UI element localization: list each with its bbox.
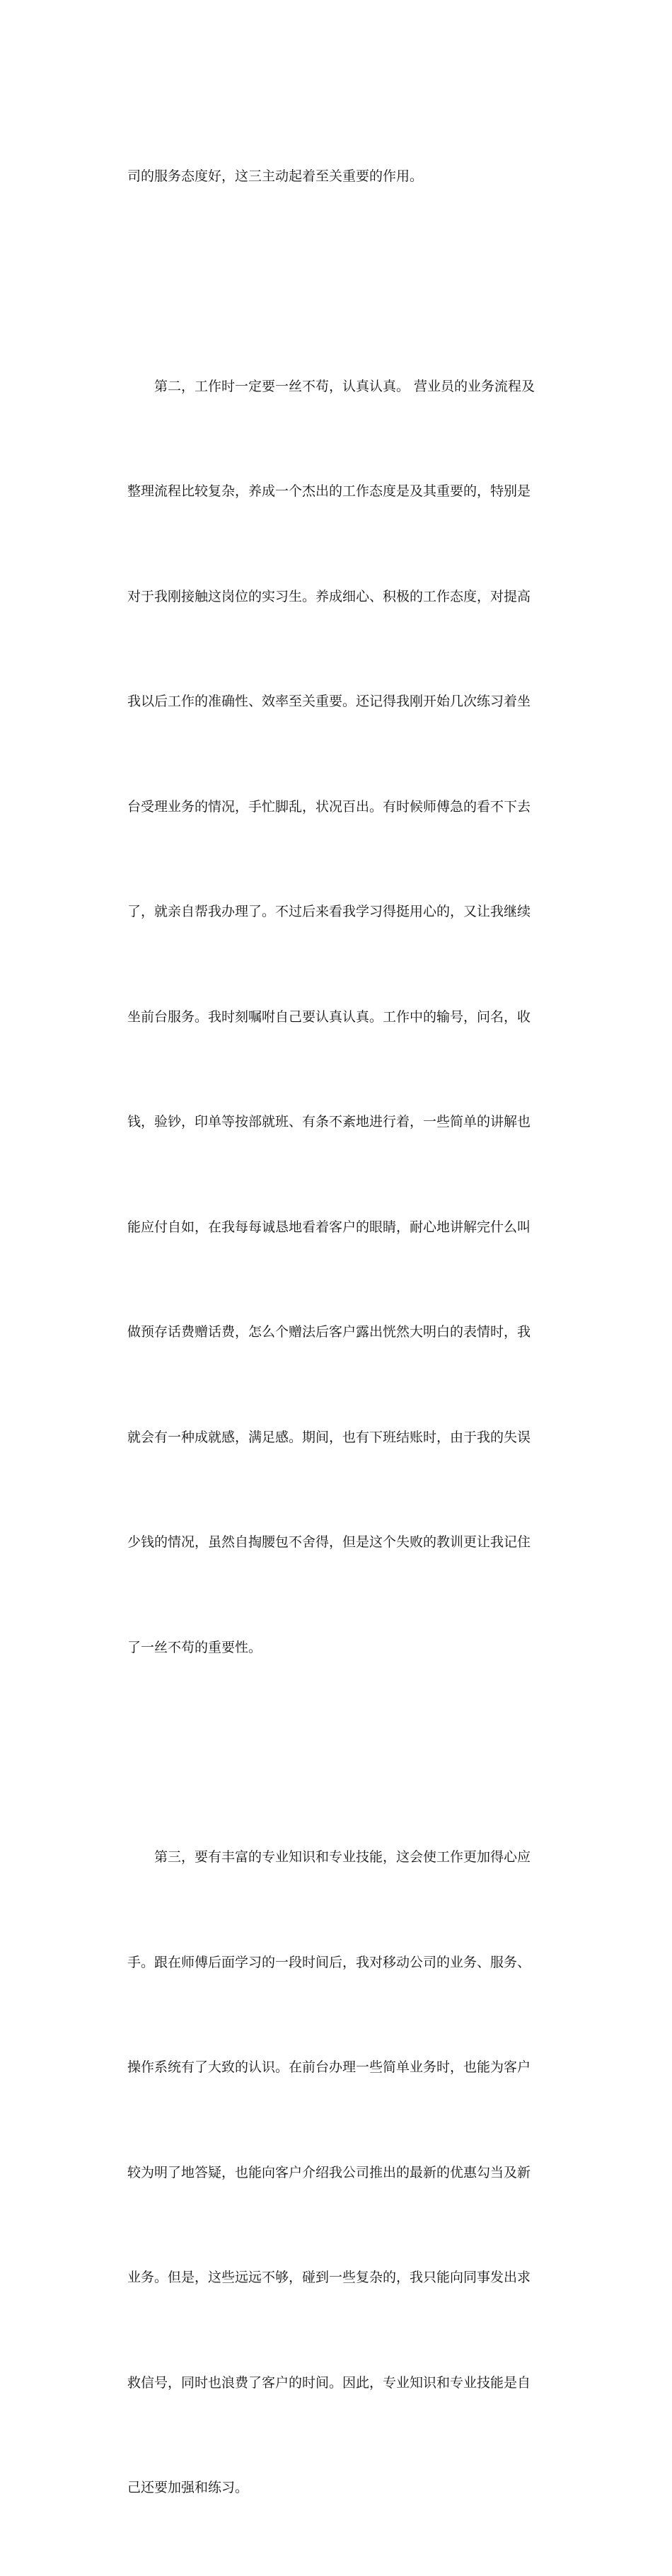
- text-line: 了，就亲自帮我办理了。不过后来看我学习得挺用心的，又让我继续: [127, 904, 531, 919]
- text-line: 我以后工作的准确性、效率至关重要。还记得我刚开始几次练习着坐: [127, 694, 531, 709]
- text-line: 对于我刚接触这岗位的实习生。养成细心、积极的工作态度，对提高: [127, 588, 531, 604]
- text-line: 救信号，同时也浪费了客户的时间。因此，专业知识和专业技能是自: [127, 2374, 531, 2391]
- paragraph-3: [127, 1770, 546, 2576]
- paragraph-2: [127, 299, 546, 1736]
- text-line: 较为明了地答疑，也能向客户介绍我公司推出的最新的优惠勾当及新: [127, 2164, 531, 2180]
- text-line: 做预存话费赠话费，怎么个赠法后客户露出恍然大明白的表情时，我: [127, 1324, 531, 1340]
- text-line: 操作系统有了大致的认识。在前台办理一些简单业务时，也能为客户: [127, 2059, 531, 2075]
- text-line: 第三，要有丰富的专业知识和专业技能，这会使工作更加得心应: [127, 1849, 531, 1865]
- text-line: 就会有一种成就感，满足感。期间，也有下班结账时，由于我的失误: [127, 1429, 531, 1445]
- text-line: 少钱的情况，虽然自掏腰包不舍得，但是这个失败的教训更让我记住: [127, 1534, 531, 1550]
- text-line: 坐前台服务。我时刻嘱咐自己要认真认真。工作中的输号，问名，收: [127, 1008, 531, 1025]
- text-line: 了一丝不苟的重要性。: [127, 1639, 262, 1655]
- text-line: 己还要加强和练习。: [127, 2480, 249, 2495]
- text-line: 业务。但是，这些远远不够，碰到一些复杂的，我只能向同事发出求: [127, 2270, 531, 2285]
- text-line: 钱，验钞，印单等按部就班、有条不紊地进行着，一些简单的讲解也: [127, 1114, 531, 1129]
- text-line: 整理流程比较复杂，养成一个杰出的工作态度是及其重要的，特别是: [127, 483, 531, 499]
- paragraph-1: [127, 89, 546, 265]
- text-line: 第二，工作时一定要一丝不苟，认真认真。 营业员的业务流程及: [127, 378, 535, 394]
- text-line: 台受理业务的情况，手忙脚乱，状况百出。有时候师傅急的看不下去: [127, 798, 531, 815]
- text-line: 手。跟在师傅后面学习的一段时间后，我对移动公司的业务、服务、: [127, 1954, 531, 1970]
- text-line: 能应付自如，在我每每诚恳地看着客户的眼睛，耐心地讲解完什么叫: [127, 1219, 531, 1235]
- document-page: [127, 89, 546, 2576]
- text-line: 司的服务态度好，这三主动起着至关重要的作用。: [127, 168, 424, 184]
